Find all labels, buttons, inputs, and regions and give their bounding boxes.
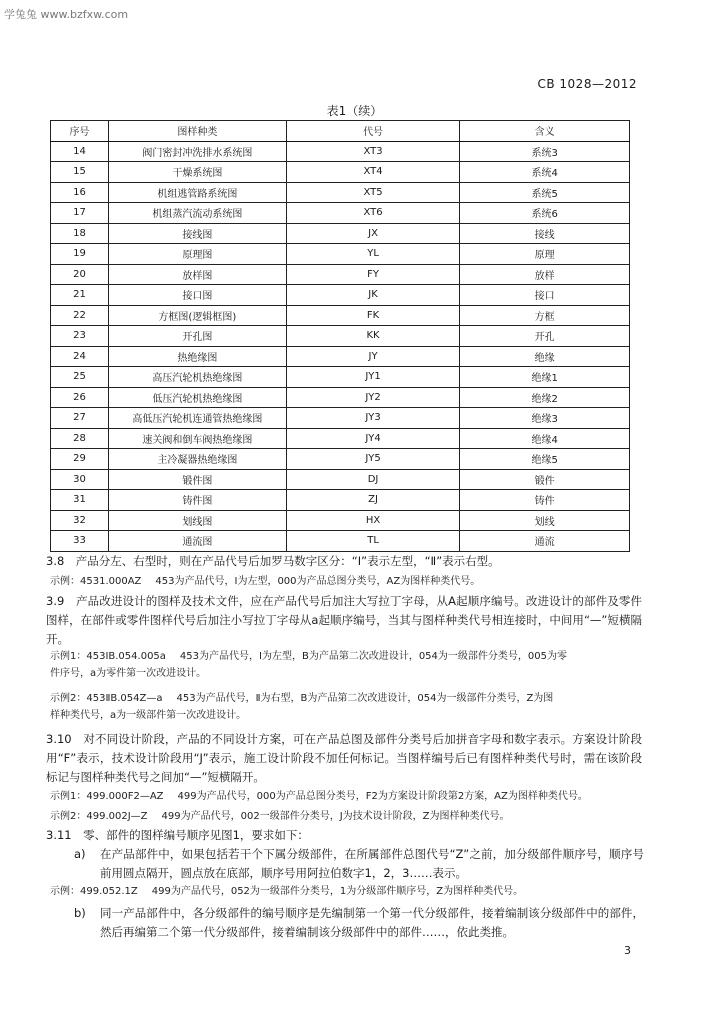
col-header-meaning: 含义 xyxy=(460,121,630,142)
cell-code: FY xyxy=(286,264,460,285)
cell-type: 机组逃管路系统图 xyxy=(108,182,286,203)
example-3-10-2 xyxy=(50,808,640,825)
drawing-type-table xyxy=(50,120,630,552)
cell-code: JX xyxy=(286,223,460,244)
cell-code: XT6 xyxy=(286,203,460,224)
cell-type: 原理图 xyxy=(108,244,286,265)
cell-type: 高低压汽轮机连通管热绝缘图 xyxy=(108,408,286,429)
table-row xyxy=(51,264,630,285)
section-3-10: 3.10 对不同设计阶段，产品的不同设计方案，可在产品总图及部件分类号后加拼音字母和数字表示。方案设计阶段用“F”表示，技术设计阶段用“J”表示，施工设计阶段不加任何标记。当图样编号后已有图样种类代号时，需在该阶段标记与图样种类代号之间加“—”短横隔开。 xyxy=(46,732,642,784)
cell-meaning: 系统5 xyxy=(460,182,630,203)
cell-meaning: 开孔 xyxy=(460,326,630,347)
cell-code: DJ xyxy=(286,469,460,490)
cell-meaning: 通流 xyxy=(460,531,630,552)
cell-meaning: 系统4 xyxy=(460,162,630,183)
example-3-10-1 xyxy=(50,788,640,805)
table-row xyxy=(51,141,630,162)
cell-seq: 24 xyxy=(51,346,109,367)
example-3-9-1 xyxy=(50,648,640,682)
table-row xyxy=(51,346,630,367)
cell-type: 干燥系统图 xyxy=(108,162,286,183)
example-text: 499为产品代号，002一级部件分类号，J为技术设计阶段，Z为图样种类代号。 xyxy=(161,811,510,822)
table-row xyxy=(51,490,630,511)
section-3-11: 3.11 零、部件的图样编号顺序见图1，要求如下： xyxy=(46,828,309,842)
cell-code: JY xyxy=(286,346,460,367)
table-row xyxy=(51,469,630,490)
cell-seq: 22 xyxy=(51,305,109,326)
item-a-marker: a) xyxy=(74,847,86,861)
cell-meaning: 原理 xyxy=(460,244,630,265)
table-row xyxy=(51,387,630,408)
cell-seq: 19 xyxy=(51,244,109,265)
table-row xyxy=(51,182,630,203)
table-row xyxy=(51,367,630,388)
example-label: 示例1：453ⅠB.054.005a xyxy=(50,651,166,662)
cell-seq: 26 xyxy=(51,387,109,408)
cell-code: XT5 xyxy=(286,182,460,203)
cell-seq: 32 xyxy=(51,510,109,531)
site-watermark: 学兔兔 www.bzfxw.com xyxy=(4,8,129,21)
cell-seq: 16 xyxy=(51,182,109,203)
cell-meaning: 绝缘4 xyxy=(460,428,630,449)
example-text: 499为产品代号，052为一级部件分类号，1为分级部件顺序号，Z为图样种类代号。 xyxy=(151,886,524,897)
cell-meaning: 划线 xyxy=(460,510,630,531)
cell-meaning: 放样 xyxy=(460,264,630,285)
cell-meaning: 方框 xyxy=(460,305,630,326)
cell-meaning: 绝缘 xyxy=(460,346,630,367)
cell-type: 接线图 xyxy=(108,223,286,244)
cell-code: JY1 xyxy=(286,367,460,388)
section-3-8: 3.8 产品分左、右型时，则在产品代号后加罗马数字区分：“Ⅰ”表示左型，“Ⅱ”表示右型。 xyxy=(46,554,500,568)
cell-seq: 15 xyxy=(51,162,109,183)
example-label: 示例2：499.002J—Z xyxy=(50,811,148,822)
cell-type: 划线图 xyxy=(108,510,286,531)
table-row xyxy=(51,531,630,552)
cell-code: JY4 xyxy=(286,428,460,449)
table-row xyxy=(51,162,630,183)
standard-number: CB 1028—2012 xyxy=(537,77,637,91)
cell-seq: 20 xyxy=(51,264,109,285)
cell-code: KK xyxy=(286,326,460,347)
table-row xyxy=(51,203,630,224)
table-row xyxy=(51,326,630,347)
cell-meaning: 绝缘2 xyxy=(460,387,630,408)
example-text: 453为产品代号，Ⅱ为右型，B为产品第二次改进设计，054为一级部件分类号，Z为图 xyxy=(176,693,554,704)
item-a xyxy=(74,845,644,883)
cell-type: 通流图 xyxy=(108,531,286,552)
cell-type: 接口图 xyxy=(108,285,286,306)
cell-meaning: 系统6 xyxy=(460,203,630,224)
cell-meaning: 铸件 xyxy=(460,490,630,511)
section-3-9: 3.9 产品改进设计的图样及技术文件，应在产品代号后加注大写拉丁字母，从A起顺序编号。改进设计的部件及零件图样，在部件或零件图样代号后加注小写拉丁字母从a起顺序编号，当其与图样种类代号相连接时，中间用“—”短横隔开。 xyxy=(46,594,642,646)
cell-seq: 17 xyxy=(51,203,109,224)
example-label: 示例：4531.000AZ xyxy=(50,576,142,587)
cell-seq: 18 xyxy=(51,223,109,244)
table-row xyxy=(51,223,630,244)
cell-meaning: 绝缘3 xyxy=(460,408,630,429)
cell-type: 阀门密封冲洗排水系统图 xyxy=(108,141,286,162)
cell-seq: 31 xyxy=(51,490,109,511)
example-3-8 xyxy=(50,573,640,590)
cell-seq: 21 xyxy=(51,285,109,306)
table-row xyxy=(51,285,630,306)
cell-seq: 29 xyxy=(51,449,109,470)
table-row xyxy=(51,305,630,326)
cell-meaning: 绝缘1 xyxy=(460,367,630,388)
cell-type: 铸件图 xyxy=(108,490,286,511)
table-row xyxy=(51,449,630,470)
cell-code: JY5 xyxy=(286,449,460,470)
example-label: 示例：499.052.1Z xyxy=(50,886,138,897)
example-text-cont: 样种类代号，a为一级部件第一次改进设计。 xyxy=(50,710,247,721)
example-text-cont: 件序号，a为零件第一次改进设计。 xyxy=(50,668,207,679)
example-label: 示例1：499.000F2—AZ xyxy=(50,791,164,802)
cell-type: 机组蒸汽流动系统图 xyxy=(108,203,286,224)
cell-seq: 25 xyxy=(51,367,109,388)
example-3-9-2 xyxy=(50,690,640,724)
example-3-11 xyxy=(50,883,640,900)
table-row xyxy=(51,428,630,449)
cell-code: FK xyxy=(286,305,460,326)
cell-seq: 28 xyxy=(51,428,109,449)
item-b-text: 同一产品部件中，各分级部件的编号顺序是先编制第一个第一代分级部件，接着编制该分级部件中的部件，然后再编第二个第一代分级部件，接着编制该分级部件中的部件……，依此类推。 xyxy=(100,906,644,939)
page-number: 3 xyxy=(624,944,631,957)
table-row xyxy=(51,408,630,429)
example-label: 示例2：453ⅡB.054Z—a xyxy=(50,693,163,704)
example-text: 499为产品代号，000为产品总图分类号，F2为方案设计阶段第2方案，AZ为图样种类代号。 xyxy=(177,791,588,802)
cell-seq: 27 xyxy=(51,408,109,429)
item-b-marker: b) xyxy=(74,906,86,920)
col-header-type: 图样种类 xyxy=(108,121,286,142)
cell-code: XT4 xyxy=(286,162,460,183)
cell-type: 速关阀和倒车阀热绝缘图 xyxy=(108,428,286,449)
cell-seq: 33 xyxy=(51,531,109,552)
cell-code: TL xyxy=(286,531,460,552)
cell-type: 高压汽轮机热绝缘图 xyxy=(108,367,286,388)
cell-code: XT3 xyxy=(286,141,460,162)
cell-type: 锻件图 xyxy=(108,469,286,490)
cell-type: 放样图 xyxy=(108,264,286,285)
table-header-row xyxy=(51,121,630,142)
cell-seq: 14 xyxy=(51,141,109,162)
cell-type: 开孔图 xyxy=(108,326,286,347)
cell-seq: 30 xyxy=(51,469,109,490)
table-title: 表1（续） xyxy=(326,104,383,118)
cell-meaning: 接线 xyxy=(460,223,630,244)
cell-type: 方框图(逻辑框图) xyxy=(108,305,286,326)
col-header-seq: 序号 xyxy=(51,121,109,142)
cell-meaning: 系统3 xyxy=(460,141,630,162)
example-text: 453为产品代号，Ⅰ为左型，B为产品第二次改进设计，054为一级部件分类号，005为零 xyxy=(179,651,567,662)
item-a-text: 在产品部件中，如果包括若干个下属分级部件，在所属部件总图代号“Z”之前，加分级部件顺序号，顺序号前用圆点隔开，圆点放在底部，顺序号用阿拉伯数字1，2，3……表示。 xyxy=(100,847,644,880)
cell-meaning: 接口 xyxy=(460,285,630,306)
cell-type: 主冷凝器热绝缘图 xyxy=(108,449,286,470)
cell-code: JY3 xyxy=(286,408,460,429)
table-row xyxy=(51,510,630,531)
cell-meaning: 锻件 xyxy=(460,469,630,490)
item-b xyxy=(74,904,644,942)
cell-code: JK xyxy=(286,285,460,306)
cell-code: YL xyxy=(286,244,460,265)
cell-code: HX xyxy=(286,510,460,531)
cell-meaning: 绝缘5 xyxy=(460,449,630,470)
cell-seq: 23 xyxy=(51,326,109,347)
col-header-code: 代号 xyxy=(286,121,460,142)
cell-code: ZJ xyxy=(286,490,460,511)
table-row xyxy=(51,244,630,265)
cell-code: JY2 xyxy=(286,387,460,408)
cell-type: 低压汽轮机热绝缘图 xyxy=(108,387,286,408)
example-text: 453为产品代号，Ⅰ为左型，000为产品总图分类号，AZ为图样种类代号。 xyxy=(155,576,481,587)
cell-type: 热绝缘图 xyxy=(108,346,286,367)
